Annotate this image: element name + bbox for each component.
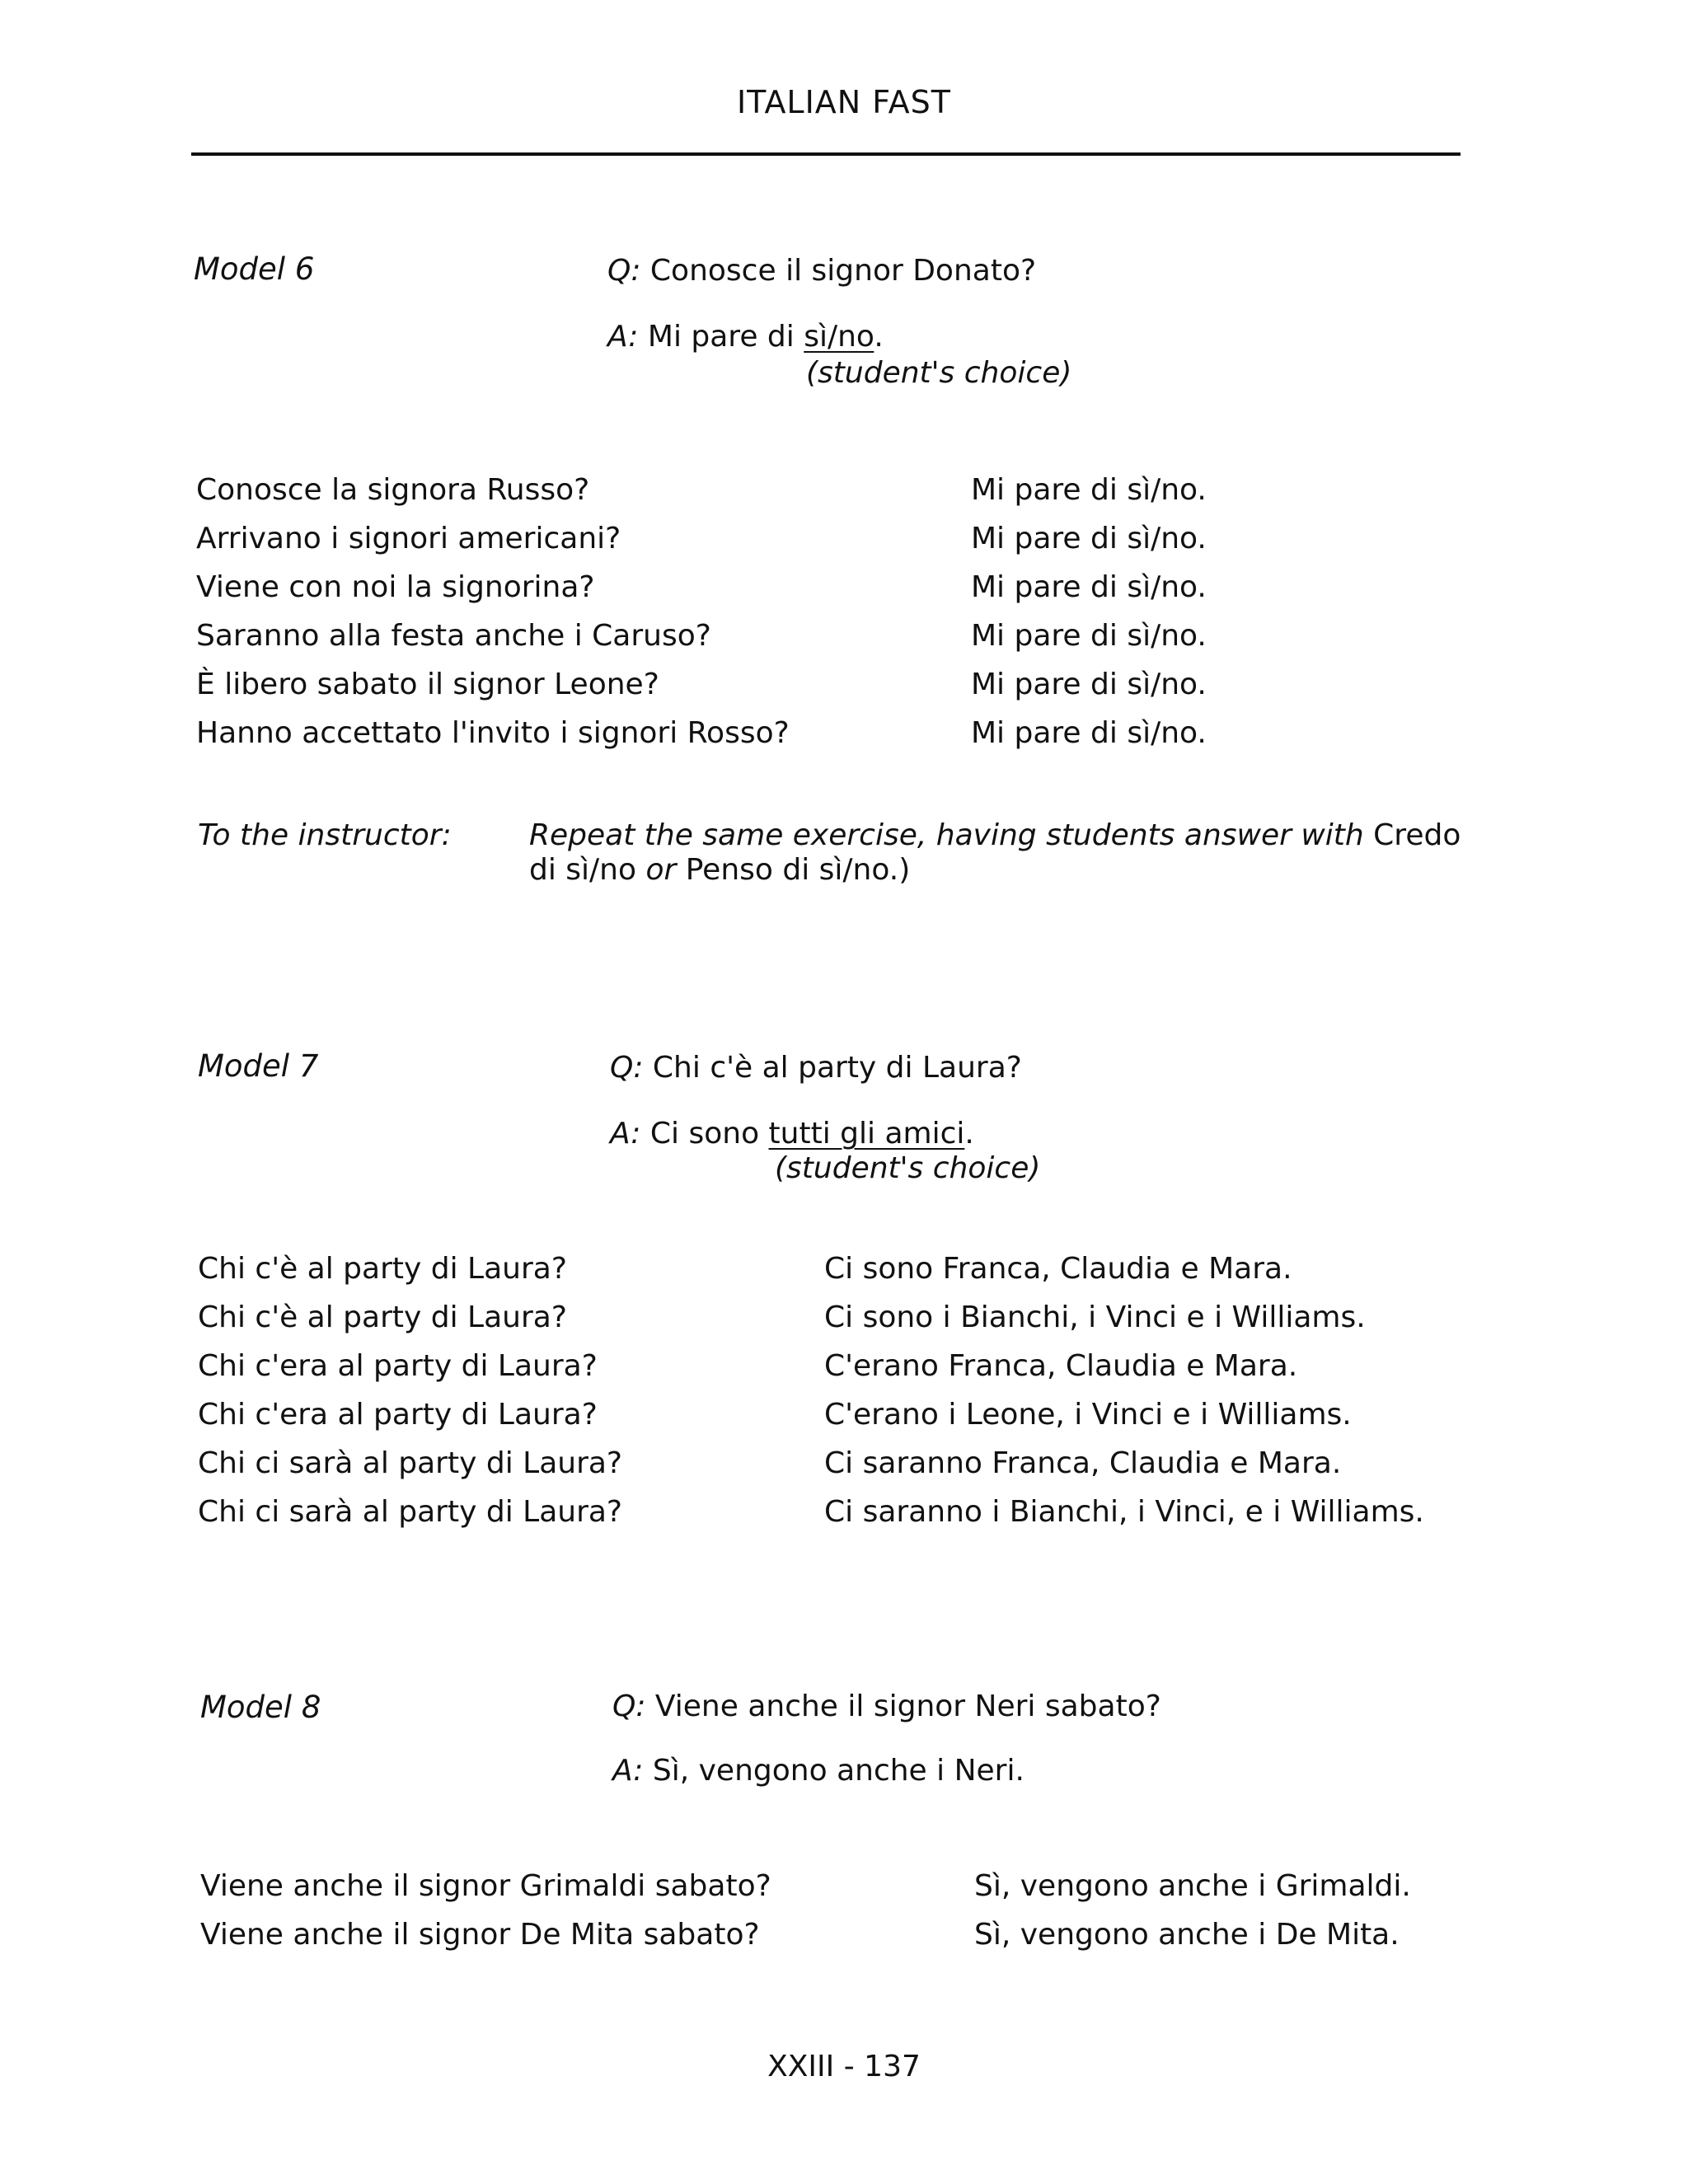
- a-label: A:: [610, 1117, 641, 1151]
- q-text: Conosce il signor Donato?: [649, 254, 1037, 288]
- header-rule: [191, 152, 1461, 156]
- a-prefix: Ci sono: [649, 1117, 769, 1151]
- list-item: È libero sabato il signor Leone?: [196, 668, 659, 701]
- q-label: Q:: [610, 1051, 644, 1085]
- instructor-plain-1: Credo di sì/no: [529, 818, 1461, 887]
- model8-question: [612, 1690, 1161, 1723]
- a-label: A:: [607, 320, 639, 354]
- instructor-italic-1: Repeat the same exercise, having students answer with: [529, 818, 1374, 852]
- model7-answer: [610, 1117, 974, 1151]
- model6-questions: [196, 466, 790, 757]
- a-suffix: .: [874, 320, 884, 354]
- model7-question: [610, 1051, 1022, 1085]
- model6-answers: [971, 466, 1207, 757]
- list-item: Mi pare di sì/no.: [971, 668, 1207, 701]
- a-prefix: Mi pare di: [647, 320, 804, 354]
- a-underlined: tutti gli amici: [768, 1117, 965, 1151]
- list-item: Mi pare di sì/no.: [971, 716, 1207, 750]
- model7-answers: [824, 1244, 1424, 1536]
- list-item: C'erano i Leone, i Vinci e i Williams.: [824, 1398, 1352, 1432]
- model6-choice-note: (student's choice): [806, 356, 1072, 390]
- list-item: Ci saranno i Bianchi, i Vinci, e i Williams.: [824, 1495, 1424, 1529]
- model7-choice-note: (student's choice): [775, 1151, 1041, 1185]
- list-item: Chi c'era al party di Laura?: [198, 1349, 598, 1383]
- q-label: Q:: [607, 254, 641, 288]
- list-item: Chi ci sarà al party di Laura?: [198, 1495, 623, 1529]
- list-item: Saranno alla festa anche i Caruso?: [196, 619, 711, 653]
- list-item: Conosce la signora Russo?: [196, 473, 590, 507]
- model6-answer: [607, 320, 884, 354]
- a-suffix: .: [964, 1117, 974, 1151]
- list-item: Mi pare di sì/no.: [971, 473, 1207, 507]
- list-item: Chi c'è al party di Laura?: [198, 1252, 567, 1286]
- list-item: C'erano Franca, Claudia e Mara.: [824, 1349, 1298, 1383]
- list-item: Sì, vengono anche i Grimaldi.: [974, 1869, 1411, 1903]
- list-item: Sì, vengono anche i De Mita.: [974, 1918, 1400, 1952]
- model8-label: Model 8: [200, 1690, 321, 1725]
- list-item: Ci sono Franca, Claudia e Mara.: [824, 1252, 1292, 1286]
- model6-question: [607, 254, 1036, 288]
- model8-questions: [200, 1862, 771, 1959]
- list-item: Viene con noi la signorina?: [196, 570, 595, 604]
- model7-label: Model 7: [198, 1048, 319, 1084]
- list-item: Mi pare di sì/no.: [971, 619, 1207, 653]
- model6-label: Model 6: [194, 251, 315, 287]
- q-label: Q:: [612, 1690, 646, 1723]
- list-item: Chi ci sarà al party di Laura?: [198, 1446, 623, 1480]
- instructor-italic-2: or: [645, 853, 686, 887]
- instructor-note: [529, 818, 1477, 888]
- a-text: Sì, vengono anche i Neri.: [652, 1754, 1025, 1788]
- list-item: Ci saranno Franca, Claudia e Mara.: [824, 1446, 1342, 1480]
- q-text: Chi c'è al party di Laura?: [652, 1051, 1022, 1085]
- list-item: Viene anche il signor De Mita sabato?: [200, 1918, 760, 1952]
- q-text: Viene anche il signor Neri sabato?: [654, 1690, 1161, 1723]
- list-item: Mi pare di sì/no.: [971, 522, 1207, 555]
- list-item: Ci sono i Bianchi, i Vinci e i Williams.: [824, 1301, 1366, 1334]
- instructor-label: To the instructor:: [198, 818, 452, 852]
- list-item: Arrivano i signori americani?: [196, 522, 621, 555]
- list-item: Chi c'era al party di Laura?: [198, 1398, 598, 1432]
- list-item: Chi c'è al party di Laura?: [198, 1301, 567, 1334]
- a-underlined: sì/no: [804, 320, 874, 354]
- list-item: Mi pare di sì/no.: [971, 570, 1207, 604]
- model8-answer: [612, 1754, 1025, 1788]
- model7-questions: [198, 1244, 622, 1536]
- list-item: Viene anche il signor Grimaldi sabato?: [200, 1869, 771, 1903]
- page-number: XXIII - 137: [767, 2050, 921, 2083]
- model8-answers: [974, 1862, 1411, 1959]
- instructor-plain-2: Penso di sì/no.): [685, 853, 911, 887]
- a-label: A:: [612, 1754, 644, 1788]
- page-header-title: ITALIAN FAST: [736, 84, 952, 120]
- list-item: Hanno accettato l'invito i signori Rosso?: [196, 716, 790, 750]
